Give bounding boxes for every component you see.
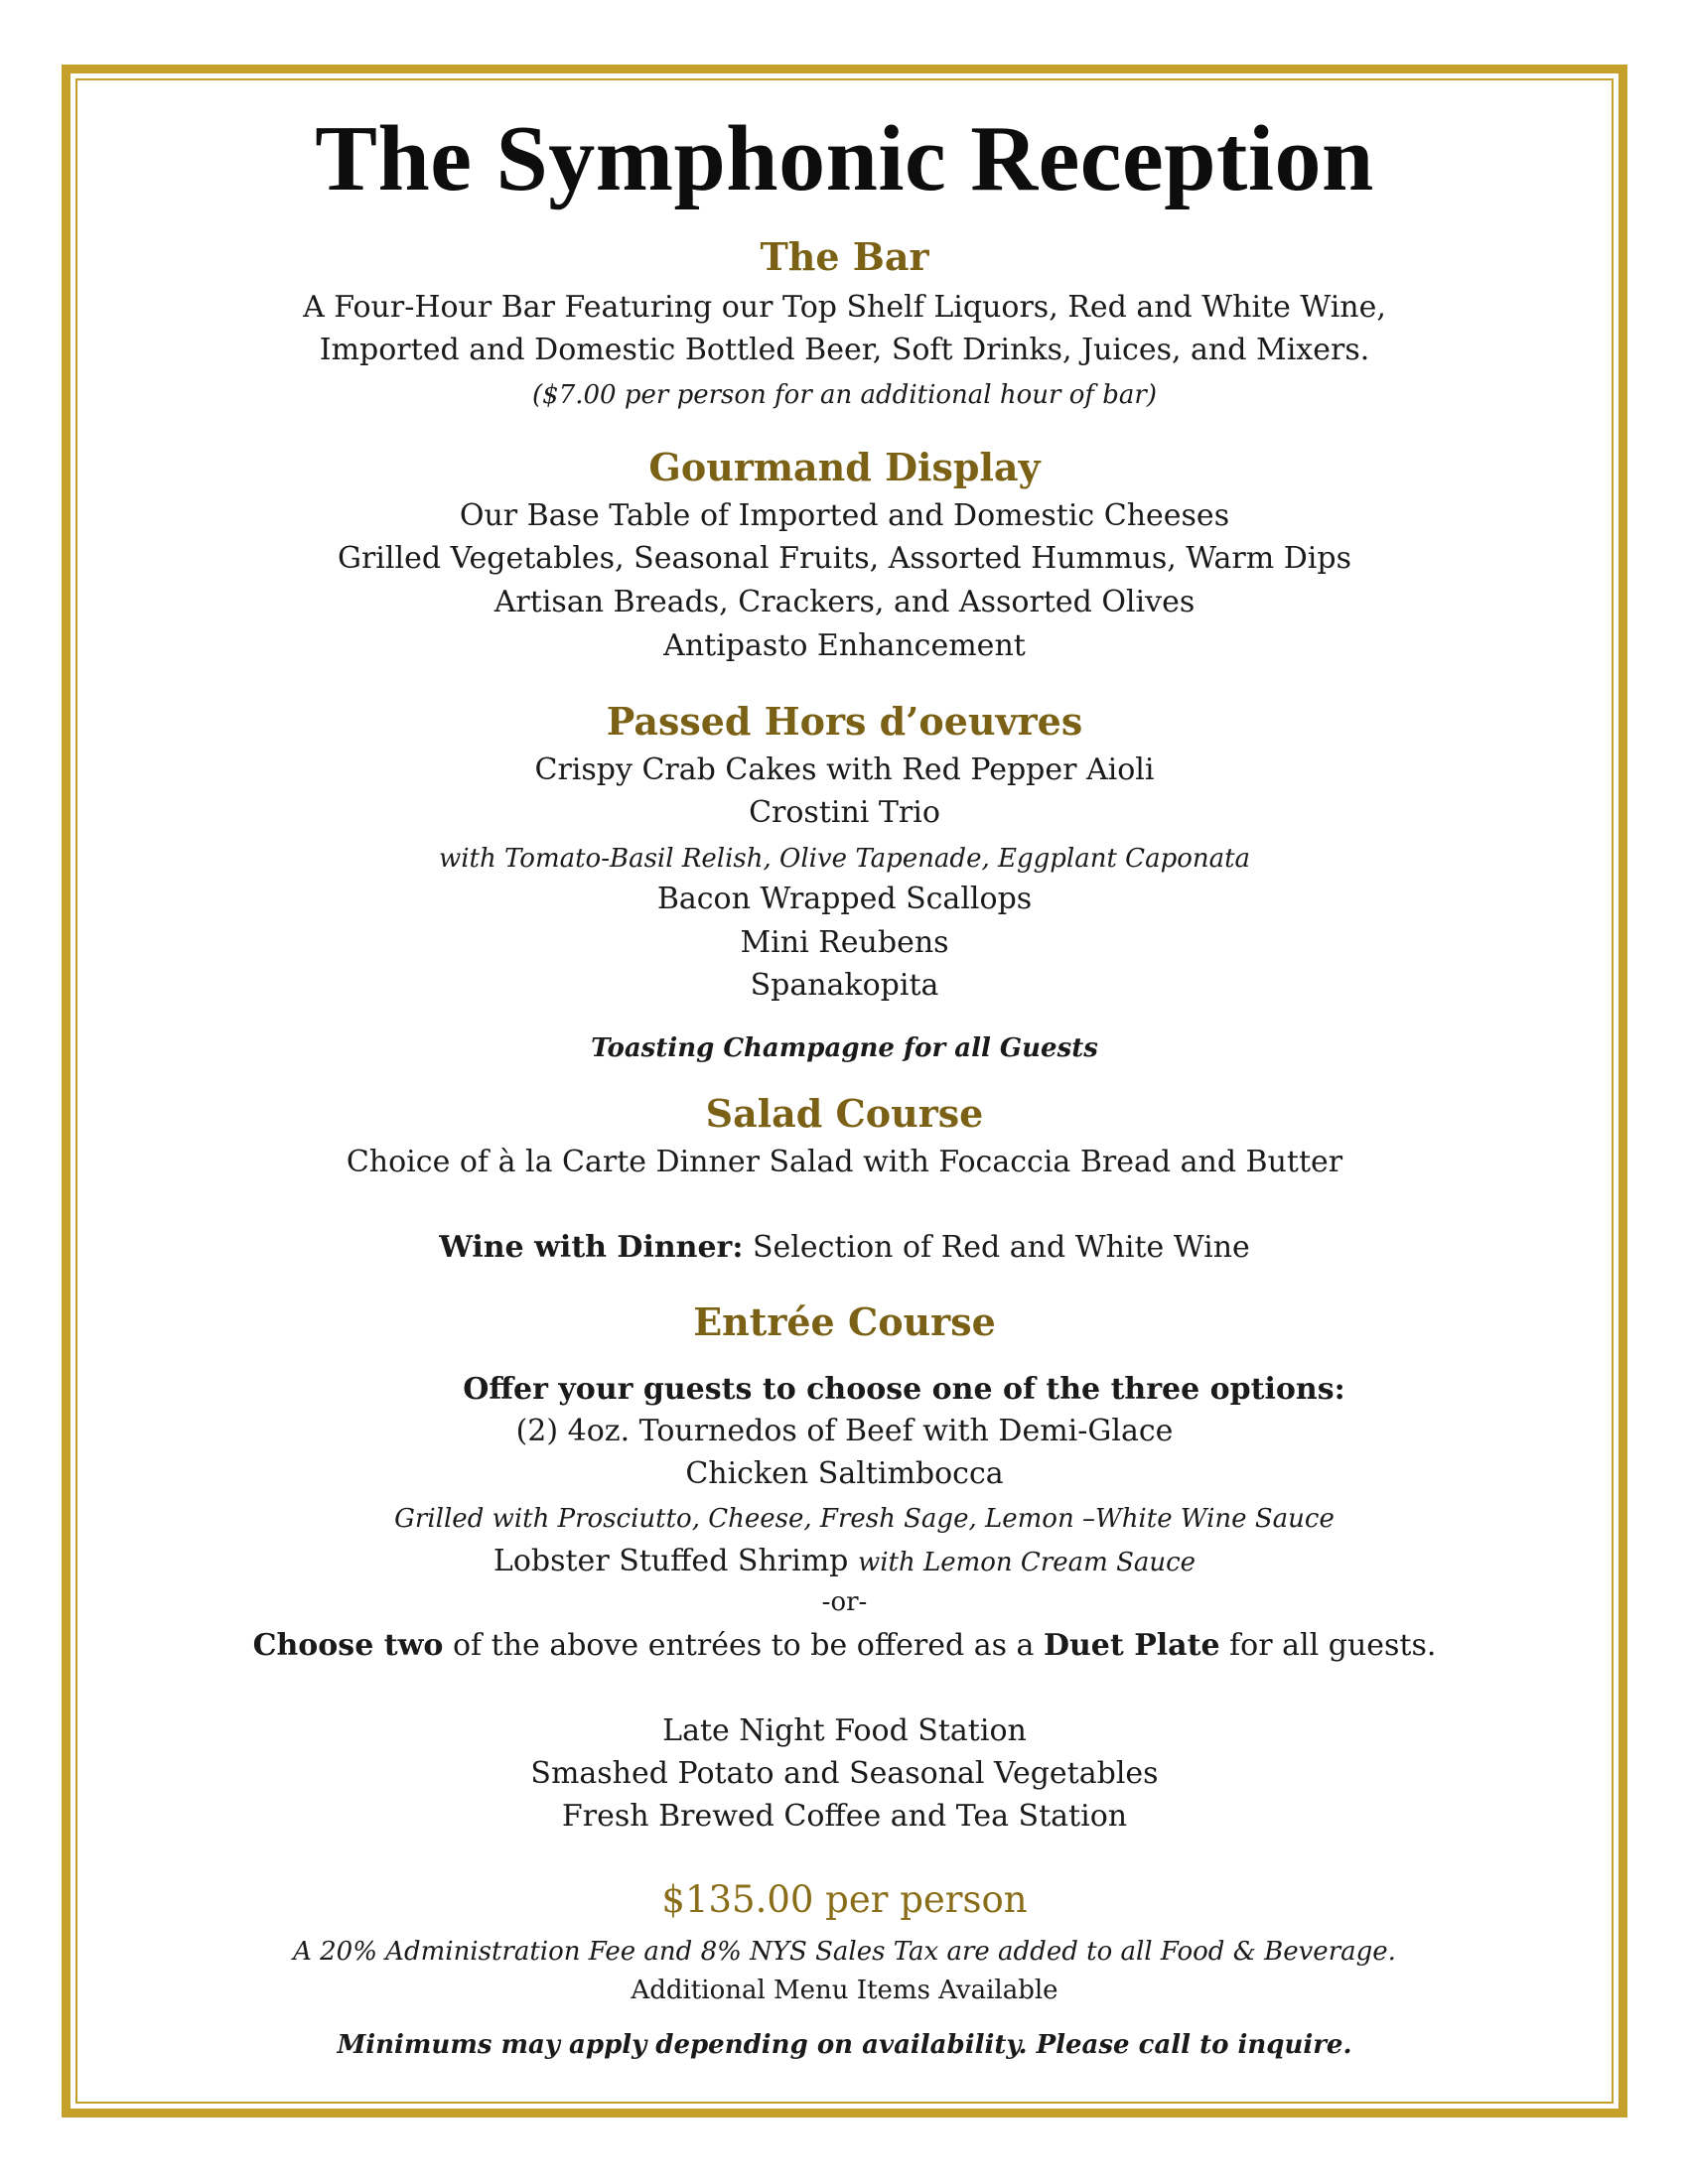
passed-item: Crostini Trio [749, 795, 940, 830]
passed-item: Mini Reubens [740, 925, 949, 960]
bar-note: ($7.00 per person for an additional hour of bar) [532, 380, 1157, 410]
late-night-item: Fresh Brewed Coffee and Tea Station [561, 1799, 1128, 1834]
passed-item-description: with Tomato-Basil Relish, Olive Tapenade, Eggplant Caponata [438, 844, 1251, 874]
entree-heading: Entrée Course [693, 1299, 996, 1344]
bar-heading: The Bar [760, 234, 929, 279]
bar-line-2: Imported and Domestic Bottled Beer, Soft Drinks, Juices, and Mixers. [319, 333, 1370, 367]
gourmand-item: Antipasto Enhancement [663, 628, 1026, 663]
entree-option-3-description: with Lemon Cream Sauce [857, 1548, 1196, 1577]
entree-or: -or- [821, 1587, 868, 1617]
passed-item: Bacon Wrapped Scallops [656, 882, 1033, 916]
duet-bold-1: Choose two [252, 1628, 444, 1663]
entree-option-description: Grilled with Prosciutto, Cheese, Fresh Sage, Lemon –White Wine Sauce [394, 1504, 1335, 1534]
minimums-note: Minimums may apply depending on availability. Please call to inquire. [337, 2030, 1352, 2060]
entree-option [89, 1542, 1600, 1582]
gourmand-item: Artisan Breads, Crackers, and Assorted Olives [493, 585, 1196, 619]
passed-heading: Passed Hors d’oeuvres [606, 699, 1083, 744]
toast-note: Toasting Champagne for all Guests [591, 1033, 1098, 1063]
page-title: The Symphonic Reception [315, 107, 1374, 210]
wine-label: Wine with Dinner: [439, 1230, 744, 1265]
wine-text: Selection of Red and White Wine [743, 1230, 1250, 1265]
duet-text-2: for all guests. [1219, 1628, 1437, 1663]
wine-line [89, 1228, 1600, 1268]
gourmand-item: Grilled Vegetables, Seasonal Fruits, Assorted Hummus, Warm Dips [337, 541, 1351, 576]
salad-line: Choice of à la Carte Dinner Salad with Focaccia Bread and Butter [346, 1145, 1343, 1179]
gourmand-heading: Gourmand Display [648, 445, 1041, 489]
duet-bold-2: Duet Plate [1043, 1628, 1220, 1663]
price: $135.00 per person [661, 1878, 1028, 1921]
passed-item: Crispy Crab Cakes with Red Pepper Aioli [534, 752, 1155, 787]
duet-text-1: of the above entrées to be offered as a [443, 1628, 1044, 1663]
gourmand-item: Our Base Table of Imported and Domestic Cheeses [459, 498, 1230, 533]
additional-items-note: Additional Menu Items Available [631, 1976, 1058, 2005]
passed-item: Spanakopita [750, 968, 939, 1003]
late-night-item: Late Night Food Station [662, 1713, 1027, 1748]
entree-option-3: Lobster Stuffed Shrimp [493, 1544, 858, 1578]
salad-heading: Salad Course [705, 1091, 984, 1136]
duet-line [89, 1626, 1600, 1666]
late-night-item: Smashed Potato and Seasonal Vegetables [530, 1756, 1159, 1791]
bar-line-1: A Four-Hour Bar Featuring our Top Shelf Liquors, Red and White Wine, [303, 290, 1386, 325]
entree-option: Chicken Saltimbocca [685, 1456, 1004, 1491]
fee-note: A 20% Administration Fee and 8% NYS Sales Tax are added to all Food & Beverage. [293, 1937, 1396, 1967]
entree-intro: Offer your guests to choose one of the three options: [463, 1372, 1345, 1407]
entree-option: (2) 4oz. Tournedos of Beef with Demi-Glace [515, 1414, 1174, 1448]
